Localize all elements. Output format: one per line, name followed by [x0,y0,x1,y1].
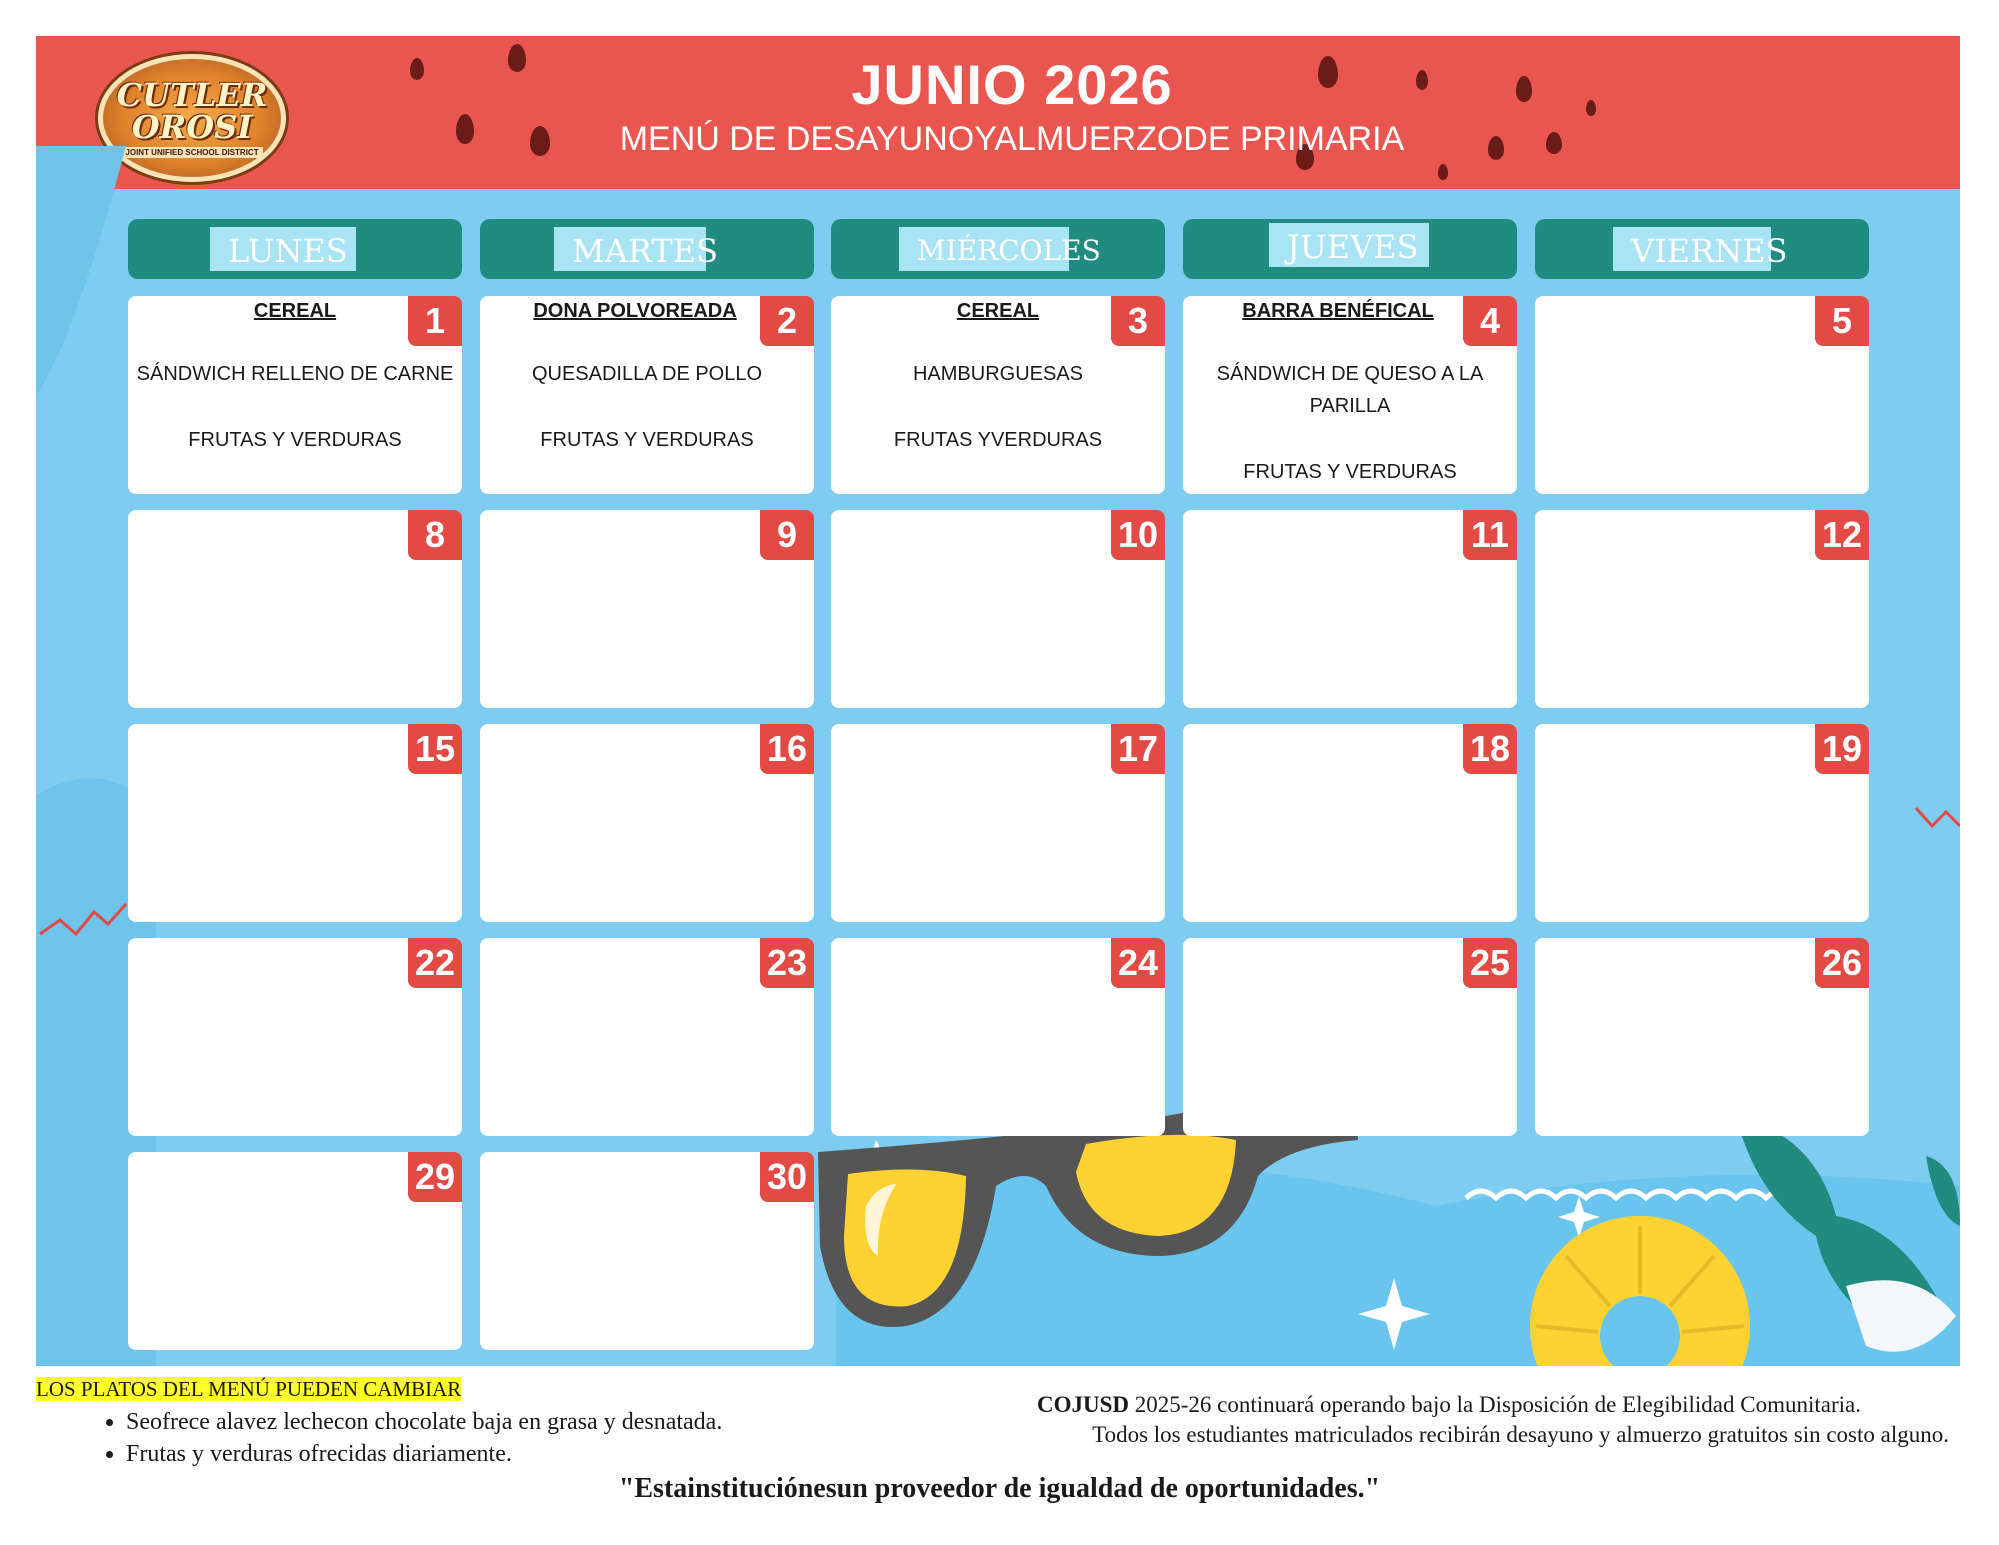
eligibility-line: 2025-26 continuará operando bajo la Disposición de Elegibilidad Comunitaria. [1129,1392,1861,1417]
day-cell [1535,296,1869,494]
date-badge: 25 [1463,938,1517,988]
day-cell [480,1152,814,1350]
day-cell [480,296,814,494]
date-badge: 29 [408,1152,462,1202]
date-badge: 22 [408,938,462,988]
day-header-label: LUNES [210,227,356,271]
breakfast-item: CEREAL [956,300,1040,322]
day-cell [480,938,814,1136]
day-cell [1535,724,1869,922]
date-badge: 15 [408,724,462,774]
day-cell [128,724,462,922]
lunch-item: HAMBURGUESAS [912,363,1084,385]
date-badge: 9 [760,510,814,560]
lunch-item: QUESADILLA DE POLLO [531,363,763,385]
day-cell [128,938,462,1136]
lunch-item: PARILLA [1309,395,1391,417]
day-cell [831,938,1165,1136]
lunch-item: SÁNDWICH DE QUESO A LA [1216,363,1484,385]
district-abbrev: COJUSD [1036,1392,1129,1417]
list-item: • Frutas y verduras ofrecidas diariamente. [126,1438,1036,1470]
list-item: • Seofrece alavez lechecon chocolate baja en grasa y desnatada. [126,1406,1036,1438]
page-subtitle: MENÚ DE DESAYUNOYALMUERZODE PRIMARIA [619,120,1405,158]
logo-text: OROSI [131,107,253,146]
date-badge: 8 [408,510,462,560]
day-cell [480,510,814,708]
day-header-label: MIÉRCOLES [899,227,1069,271]
day-cell [1183,296,1517,494]
date-badge: 17 [1111,724,1165,774]
breakfast-item: CEREAL [253,300,337,322]
date-badge: 16 [760,724,814,774]
lunch-item: FRUTAS YVERDURAS [893,429,1103,451]
day-header-martes [480,219,814,279]
day-cell [1183,510,1517,708]
day-cell [480,724,814,922]
date-badge: 10 [1111,510,1165,560]
lunch-item: FRUTAS Y VERDURAS [1243,461,1457,483]
breakfast-item: BARRA BENÉFICAL [1242,300,1434,322]
notes-list [36,1406,1036,1470]
date-badge: 11 [1463,510,1517,560]
menu-calendar-poster [36,36,1960,1366]
day-header-label: MARTES [554,227,706,271]
page-title: JUNIO 2026 [851,53,1173,116]
day-cell [128,1152,462,1350]
date-badge: 18 [1463,724,1517,774]
eligibility-line: Todos los estudiantes matriculados recibirán desayuno y almuerzo gratuitos sin costo alguno. [1092,1422,1949,1447]
day-cell [1183,938,1517,1136]
day-header-label: VIERNES [1613,227,1771,271]
day-header-miercoles [831,219,1165,279]
equal-opportunity-statement: "Estainstituciónesun proveedor de igualdad de oportunidades." [618,1473,1381,1504]
day-cell [128,296,462,494]
day-cell [1535,938,1869,1136]
day-header-label: JUEVES [1269,223,1429,267]
logo-text: CUTLER [116,75,268,114]
date-badge: 4 [1463,296,1517,346]
menu-change-notice: LOS PLATOS DEL MENÚ PUEDEN CAMBIAR [36,1377,462,1401]
logo-text: JOINT UNIFIED SCHOOL DISTRICT [121,147,262,158]
day-header-jueves [1183,219,1517,279]
date-badge: 2 [760,296,814,346]
date-badge: 26 [1815,938,1869,988]
eligibility-statement [949,1390,1949,1450]
day-cell [1535,510,1869,708]
date-badge: 30 [760,1152,814,1202]
lunch-item: FRUTAS Y VERDURAS [188,429,402,451]
lunch-item: SÁNDWICH RELLENO DE CARNE [136,363,454,385]
date-badge: 5 [1815,296,1869,346]
day-header-lunes [128,219,462,279]
breakfast-item: DONA POLVOREADA [533,300,737,322]
wave-shape [36,146,126,396]
day-cell [831,510,1165,708]
zigzag-icon [1916,808,1960,826]
day-header-viernes [1535,219,1869,279]
day-cell [831,724,1165,922]
day-cell [1183,724,1517,922]
date-badge: 24 [1111,938,1165,988]
lunch-item: FRUTAS Y VERDURAS [540,429,754,451]
date-badge: 19 [1815,724,1869,774]
date-badge: 12 [1815,510,1869,560]
day-cell [831,296,1165,494]
menu-notes [36,1377,1036,1470]
day-cell [128,510,462,708]
date-badge: 1 [408,296,462,346]
date-badge: 3 [1111,296,1165,346]
date-badge: 23 [760,938,814,988]
